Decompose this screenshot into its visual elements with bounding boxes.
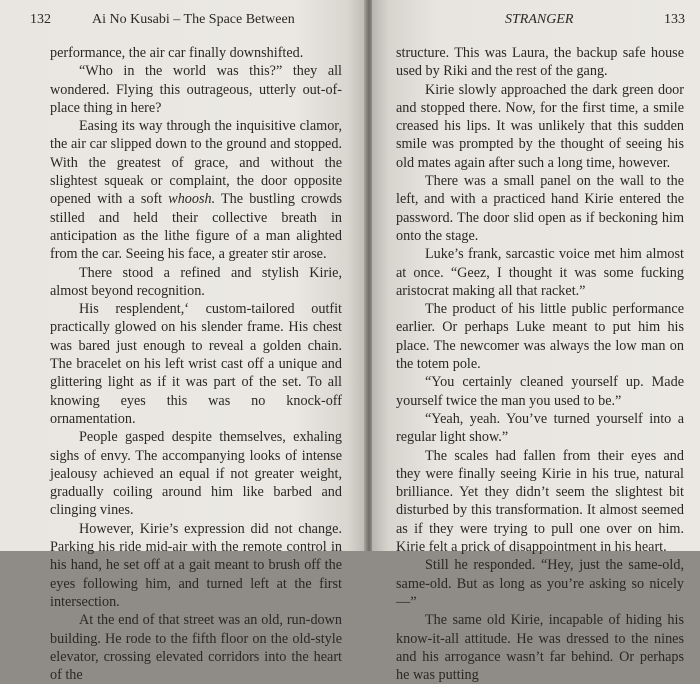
right-page-body (396, 44, 684, 684)
paragraph: At the end of that street was an old, run-down building. He rode to the fifth floor on the old-style elevator, crossing elevated corridors into the heart of the (50, 612, 342, 684)
paragraph (50, 117, 342, 263)
paragraph: “Yeah, yeah. You’ve turned yourself into a regular light show.” (396, 410, 684, 446)
page-number-left: 132 (30, 12, 51, 27)
paragraph: performance, the air car finally downshifted. (50, 45, 304, 61)
page-number-right: 133 (664, 12, 685, 27)
paragraph: The product of his little public performance earlier. Or perhaps Luke meant to put him his place. The newcomer was always the low man on the totem pole. (396, 301, 684, 373)
paragraph: The same old Kirie, incapable of hiding his know-it-all attitude. He was dressed to the nines and his arrogance wasn’t far behind. Or perhaps he was putting (396, 612, 684, 684)
paragraph: People gasped despite themselves, exhaling sighs of envy. The accompanying looks of intense jealousy achieved an equal if not greater weight, gradually coiling around him like barbed and clinging vines. (50, 429, 342, 519)
italic-word: whoosh. (168, 191, 216, 208)
running-head-left: Ai No Kusabi – The Space Between (92, 12, 295, 27)
paragraph: Still he responded. “Hey, just the same-old, same-old. But as long as you’re asking so nicely—” (396, 557, 684, 610)
paragraph: There stood a refined and stylish Kirie, almost beyond recognition. (50, 264, 342, 299)
right-page (372, 0, 700, 684)
paragraph: However, Kirie’s expression did not change. Parking his ride mid-air with the remote control in his hand, he set off at a gait meant to brush off the eyes following him, and turned left at the first intersection. (50, 520, 342, 610)
paragraph-text: Easing its way through the inquisitive clamor, the air car slipped down to the ground and stopped. With the greatest of grace, and without the slightest squeak or complaint, the door opposite opened with a soft (50, 118, 342, 208)
paragraph-text: The bustling crowds stilled and held their collective breath in anticipation as the lithe figure of a man alighted from the car. Seeing his face, a greater stir arose. (50, 191, 343, 263)
left-page-body (50, 44, 342, 684)
paragraph: His resplendent,‘ custom-tailored outfit practically glowed on his slender frame. His chest was bared just enough to reveal a golden chain. The bracelet on his left wrist cast off a unique and glittering light as if it was part of the set. To all knowing eyes this was no knock-off ornamentation. (50, 301, 342, 427)
paragraph: “You certainly cleaned yourself up. Made yourself twice the man you used to be.” (396, 374, 684, 409)
paragraph: There was a small panel on the wall to the left, and with a practiced hand Kirie entered the password. The door slid open as if beckoning him onto the stage. (396, 173, 684, 244)
paragraph: structure. This was Laura, the backup safe house used by Riki and the rest of the gang. (396, 45, 684, 80)
paragraph: The scales had fallen from their eyes and they were finally seeing Kirie in his true, natural brilliance. Yet they didn’t seem the slightest bit disturbed by this transformation. It almost seemed as if they were trying to pull one over on him. Kirie felt a prick of disappointment in his heart. (396, 447, 684, 556)
paragraph: Kirie slowly approached the dark green door and stopped there. Now, for the first time, a smile creased his lips. It was unlikely that this sudden smile was prompted by the thought of seeing his old mates again after such a long time, however. (396, 81, 684, 171)
running-head-right: STRANGER (505, 12, 574, 27)
paragraph: Luke’s frank, sarcastic voice met him almost at once. “Geez, I thought it was some fucking aristocrat making all that racket.” (396, 246, 684, 299)
paragraph: “Who in the world was this?” they all wondered. Flying this outrageous, utterly out-of-place thing in here? (50, 63, 342, 116)
